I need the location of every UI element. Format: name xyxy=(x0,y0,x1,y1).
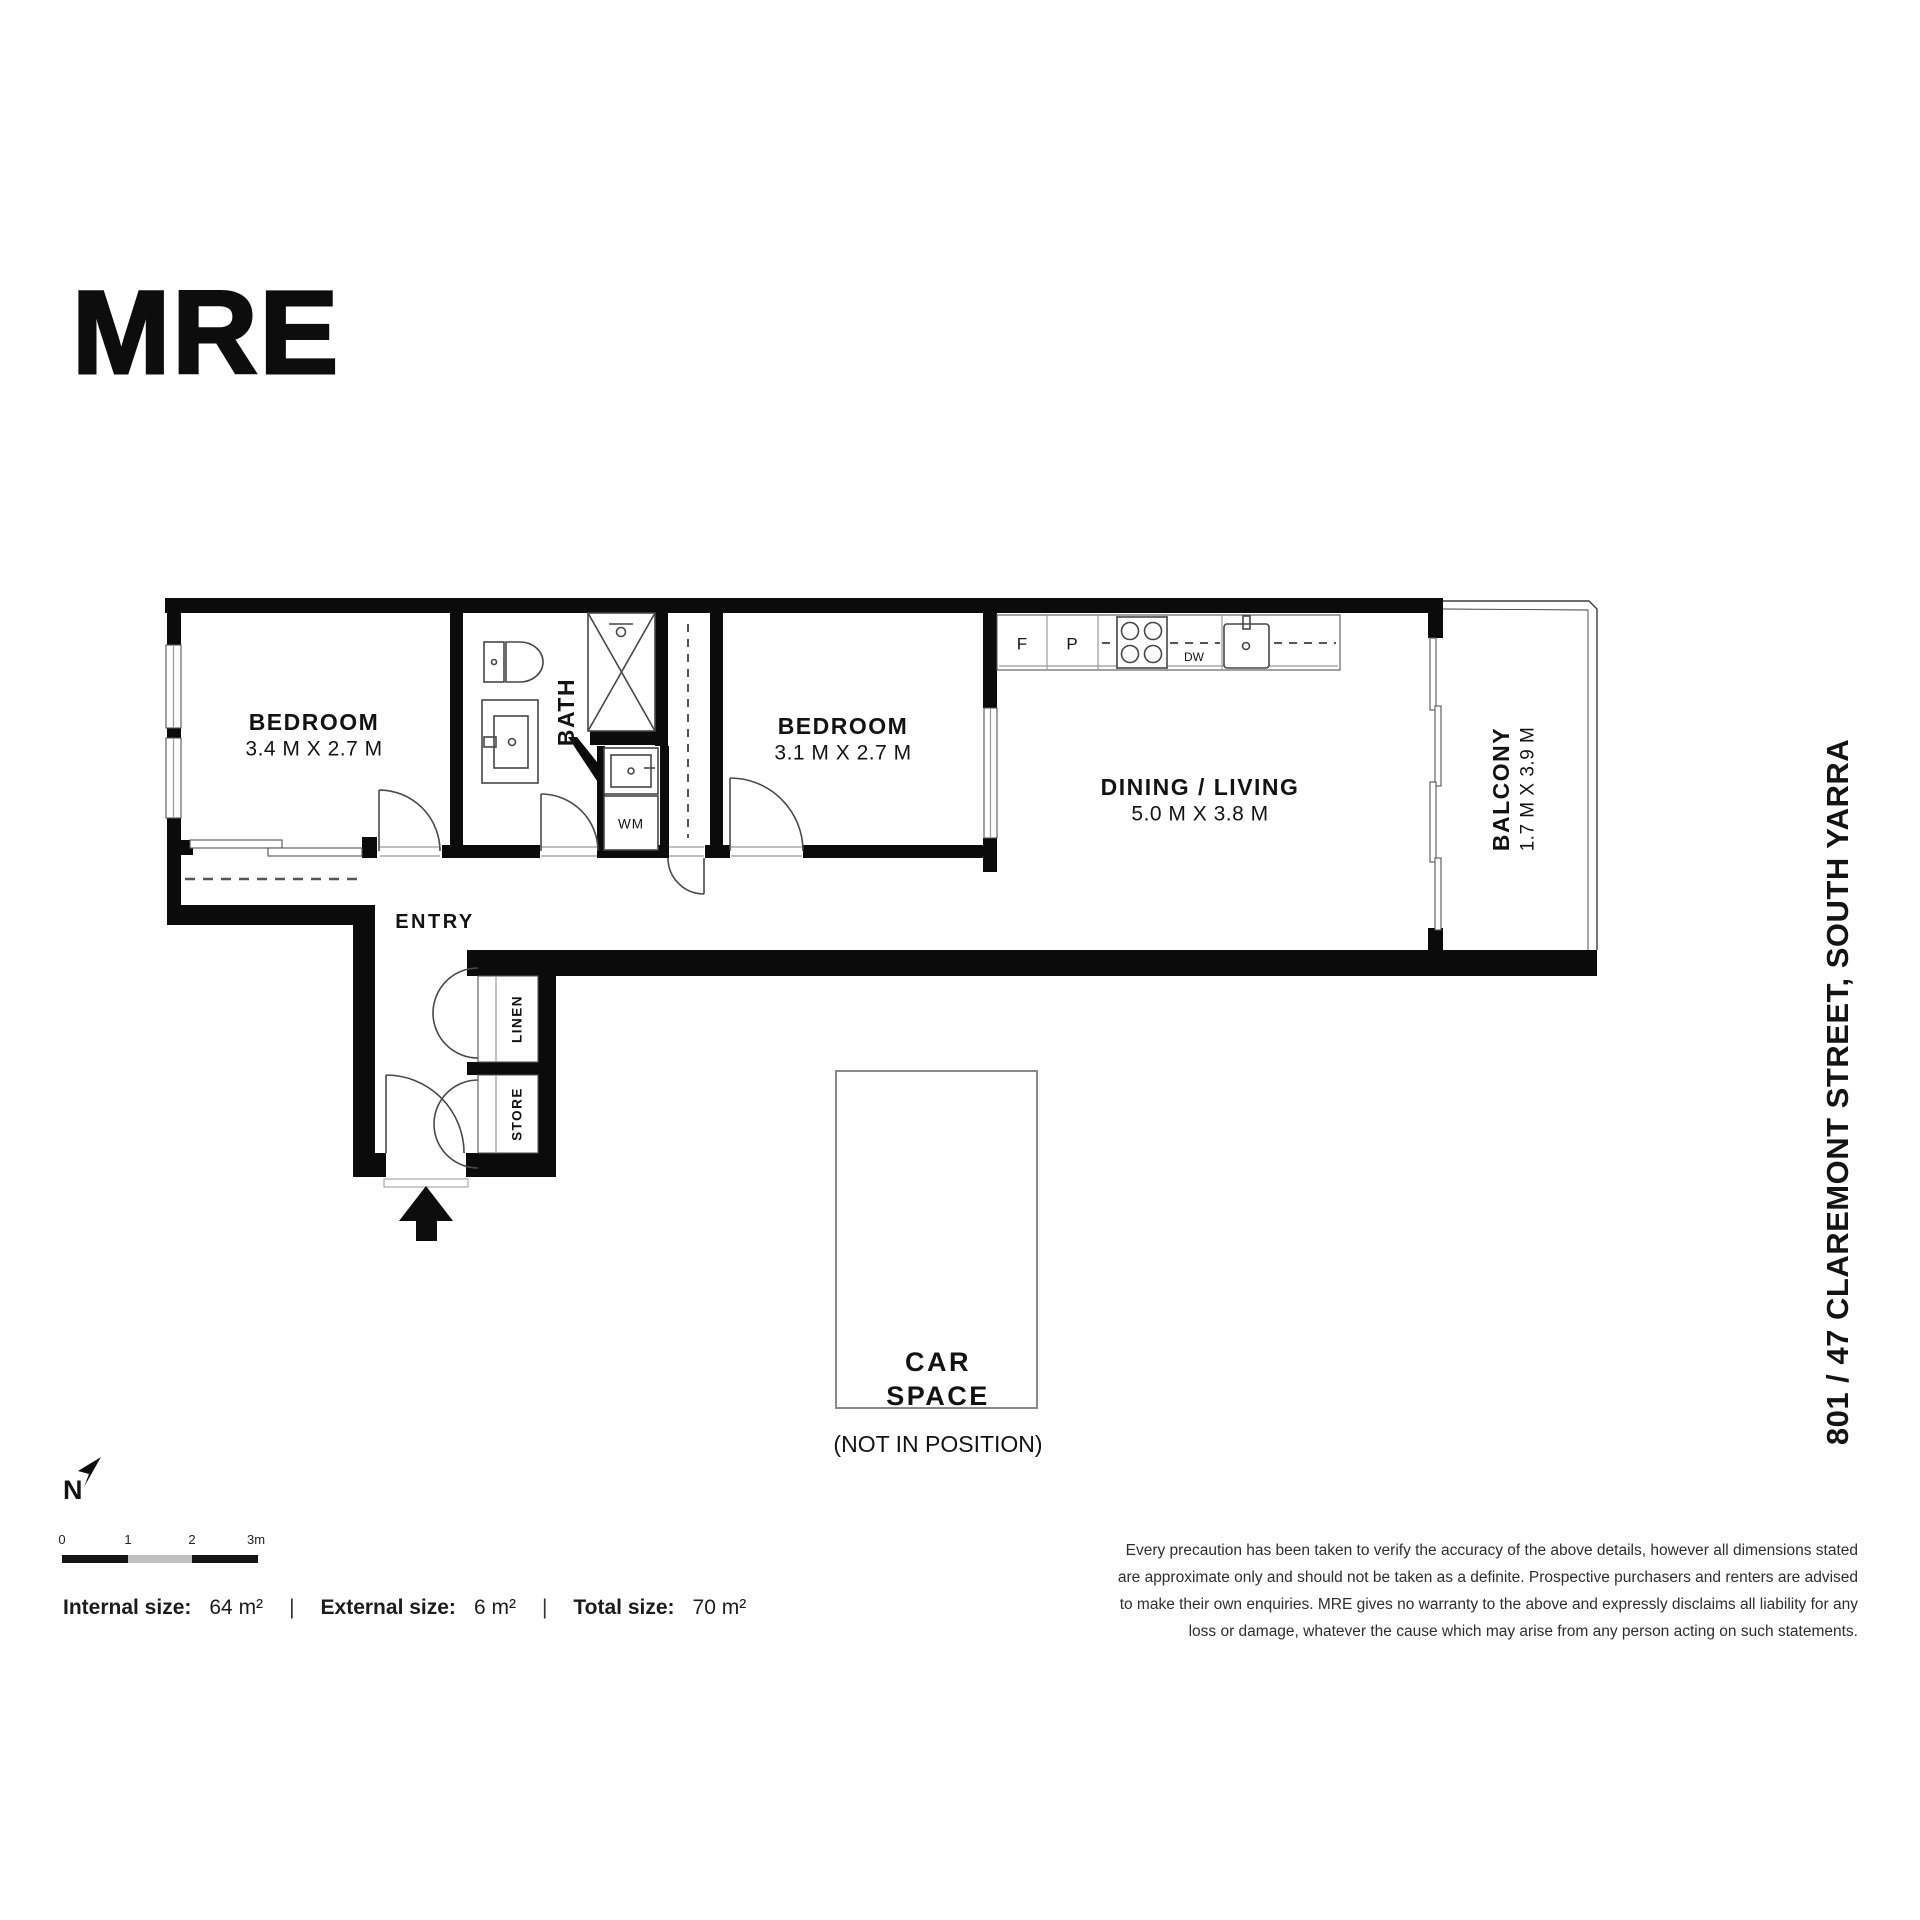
thresholds xyxy=(380,847,802,1187)
property-address: 801 / 47 CLAREMONT STREET, SOUTH YARRA xyxy=(1820,738,1855,1446)
bedroom1-door xyxy=(379,790,440,851)
car-space-label-line2: SPACE xyxy=(886,1381,990,1411)
store-closet xyxy=(478,1075,538,1153)
bedroom2-label: BEDROOM xyxy=(777,713,909,739)
bath-door xyxy=(541,794,598,851)
disclaimer xyxy=(1098,1537,1858,1645)
scale-bar xyxy=(58,1532,265,1563)
disclaimer-line: Every precaution has been taken to verify the accuracy of the above details, however all dimensions stated xyxy=(1125,1542,1858,1559)
disclaimer-line: are approximate only and should not be taken as a definite. Prospective purchasers and renters are advised xyxy=(1117,1569,1858,1586)
linen-bifold-doors xyxy=(433,968,478,1058)
scale-tick-1: 1 xyxy=(124,1532,132,1547)
entry-arrow-icon xyxy=(399,1186,453,1241)
dishwasher-label: DW xyxy=(1184,650,1204,664)
room-labels xyxy=(245,635,1538,1141)
car-space xyxy=(833,1071,1042,1457)
fridge-label: F xyxy=(1016,634,1028,654)
balcony-label: BALCONY xyxy=(1488,726,1514,852)
cooktop-icon xyxy=(1117,617,1167,668)
bedroom1-dims: 3.4 M X 2.7 M xyxy=(245,737,383,761)
robe-slider-panel xyxy=(268,848,362,856)
mre-logo: MRE xyxy=(72,267,341,399)
total-size-label: Total size: xyxy=(573,1596,675,1619)
size-summary xyxy=(63,1596,746,1620)
entry-door xyxy=(386,1075,464,1153)
shower-icon xyxy=(588,613,655,731)
kitchen-bench xyxy=(997,615,1340,670)
laundry-trough-icon xyxy=(604,748,658,794)
car-space-note: (NOT IN POSITION) xyxy=(833,1431,1043,1457)
sink-icon xyxy=(1224,616,1269,668)
disclaimer-line: loss or damage, whatever the cause which may arise from any person acting on such statements. xyxy=(1188,1623,1858,1640)
scale-tick-2: 2 xyxy=(188,1532,196,1547)
hall-cupboard-door xyxy=(668,858,704,894)
washing-machine-label: WM xyxy=(618,816,644,832)
linen-label: LINEN xyxy=(509,995,525,1043)
linen-closet xyxy=(478,976,538,1062)
internal-size-value: 64 m² xyxy=(209,1596,264,1619)
dining-living-dims: 5.0 M X 3.8 M xyxy=(1131,802,1269,826)
external-size-label: External size: xyxy=(320,1596,456,1619)
bedroom2-dims: 3.1 M X 2.7 M xyxy=(774,741,912,765)
entry-label: ENTRY xyxy=(395,911,475,933)
car-space-label-line1: CAR xyxy=(905,1347,971,1377)
total-size-value: 70 m² xyxy=(692,1596,747,1619)
separator: | xyxy=(541,1596,548,1619)
kitchen xyxy=(997,615,1340,670)
bedroom2-door xyxy=(730,778,803,851)
internal-size-label: Internal size: xyxy=(63,1596,192,1619)
entry-sill xyxy=(384,1179,468,1187)
bedroom1-label: BEDROOM xyxy=(248,709,380,735)
vanity-icon xyxy=(482,700,538,783)
separator: | xyxy=(289,1596,295,1619)
bath-label: BATH xyxy=(553,677,579,747)
north-label: N xyxy=(63,1475,83,1505)
store-label: STORE xyxy=(509,1087,525,1141)
pantry-label: P xyxy=(1066,634,1078,654)
balcony-slider xyxy=(1430,638,1441,930)
dining-living-label: DINING / LIVING xyxy=(1100,774,1300,800)
disclaimer-line: to make their own enquiries. MRE gives no warranty to the above and expressly disclaims all liability for any xyxy=(1119,1596,1858,1613)
scale-tick-3m: 3m xyxy=(246,1532,266,1547)
robe-slider-panel xyxy=(190,840,282,848)
balcony-dims: 1.7 M X 3.9 M xyxy=(1517,726,1539,852)
external-size-value: 6 m² xyxy=(473,1596,516,1619)
north-indicator xyxy=(63,1457,101,1505)
toilet-icon xyxy=(484,642,543,682)
scale-tick-0: 0 xyxy=(58,1532,66,1547)
